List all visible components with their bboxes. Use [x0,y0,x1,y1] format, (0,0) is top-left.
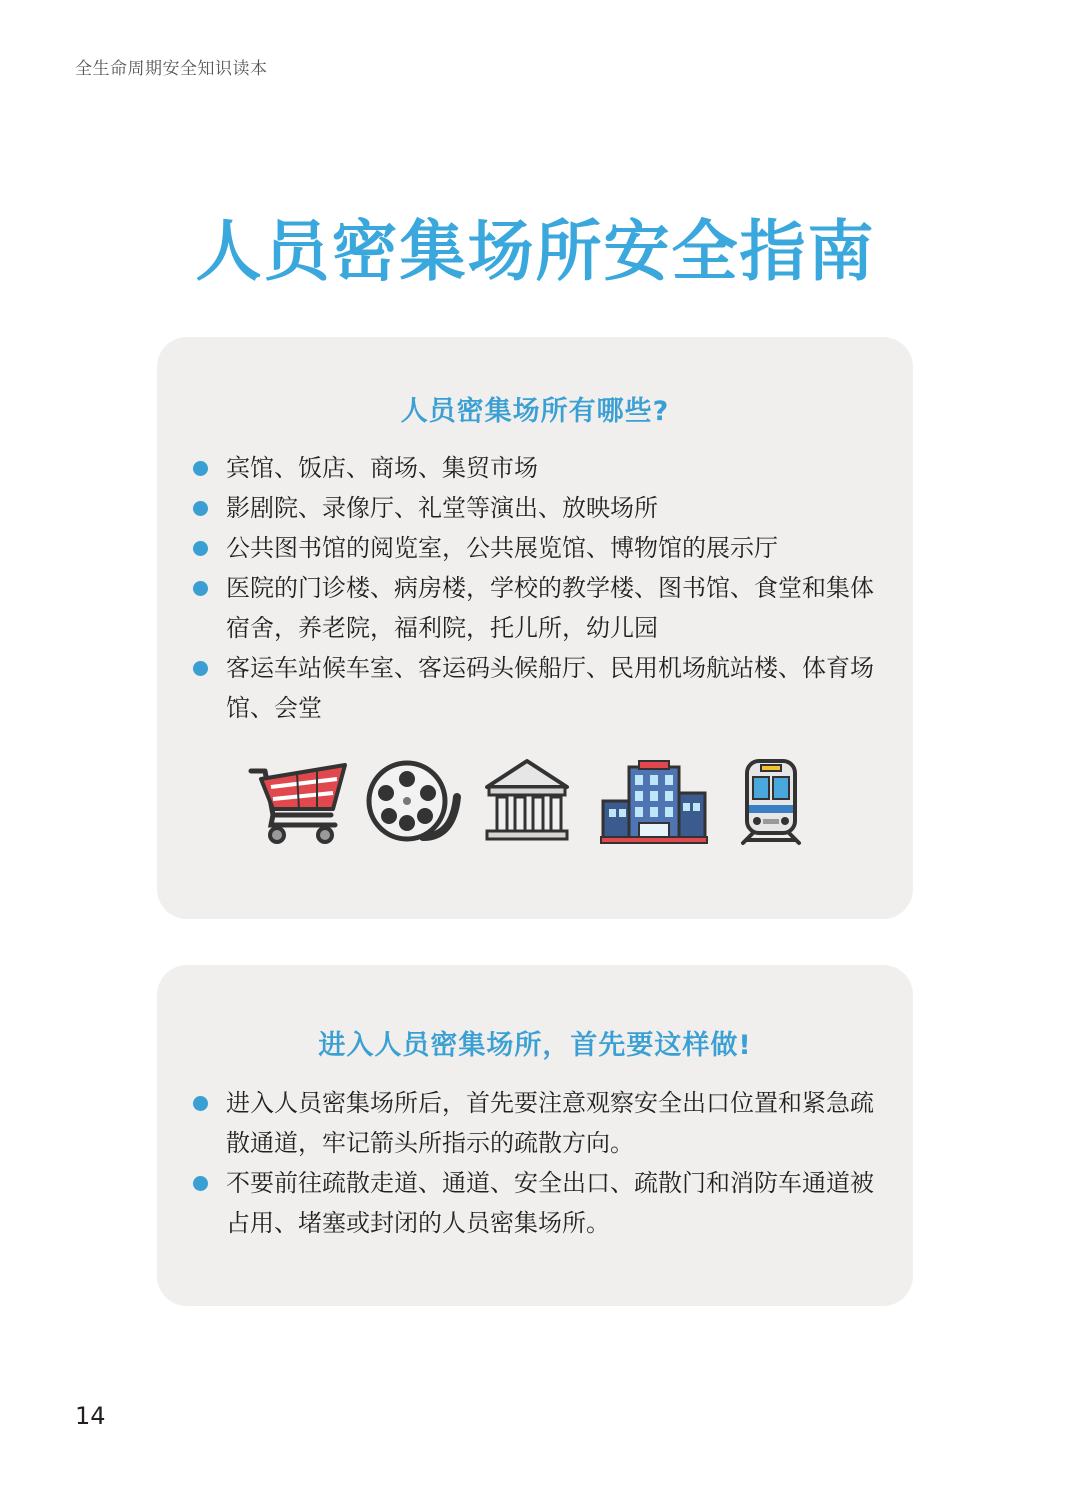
list-item [191,488,891,528]
bullet-dot-icon [193,461,208,476]
page-number: 14 [75,1402,106,1430]
list-item-text: 影剧院、录像厅、礼堂等演出、放映场所 [226,494,658,522]
hospital-building-icon [599,757,709,847]
list-item-text: 不要前往疏散走道、通道、安全出口、疏散门和消防车通道被占用、堵塞或封闭的人员密集场所。 [226,1169,874,1237]
places-heading: 人员密集场所有哪些? [400,396,670,427]
list-item [191,528,891,568]
bullet-dot-icon [193,661,208,676]
list-item-text: 公共图书馆的阅览室，公共展览馆、博物馆的展示厅 [226,534,778,562]
actions-card [157,965,913,1306]
list-item [191,448,891,488]
page-title: 人员密集场所安全指南 [195,213,876,290]
list-item-text: 客运车站候车室、客运码头候船厅、民用机场航站楼、体育场馆、会堂 [226,654,874,722]
actions-heading: 进入人员密集场所，首先要这样做! [318,1030,752,1061]
museum-icon [481,757,573,847]
list-item [191,648,891,728]
film-reel-icon [363,757,463,847]
places-card [157,337,913,919]
list-item [191,1163,891,1243]
list-item-text: 进入人员密集场所后，首先要注意观察安全出口位置和紧急疏散通道，牢记箭头所指示的疏散方向。 [226,1089,874,1157]
places-list [191,448,891,728]
list-item-text: 宾馆、饭店、商场、集贸市场 [226,454,538,482]
bullet-dot-icon [193,1176,208,1191]
list-item [191,1083,891,1163]
list-item [191,568,891,648]
list-item-text: 医院的门诊楼、病房楼，学校的教学楼、图书馆、食堂和集体宿舍，养老院，福利院，托儿所，幼儿园 [226,574,874,642]
train-icon [739,757,803,847]
venue-icons [245,757,815,847]
actions-list [191,1083,891,1243]
bullet-dot-icon [193,501,208,516]
bullet-dot-icon [193,581,208,596]
bullet-dot-icon [193,1096,208,1111]
shopping-cart-icon [247,757,351,847]
running-head: 全生命周期安全知识读本 [75,59,268,79]
bullet-dot-icon [193,541,208,556]
